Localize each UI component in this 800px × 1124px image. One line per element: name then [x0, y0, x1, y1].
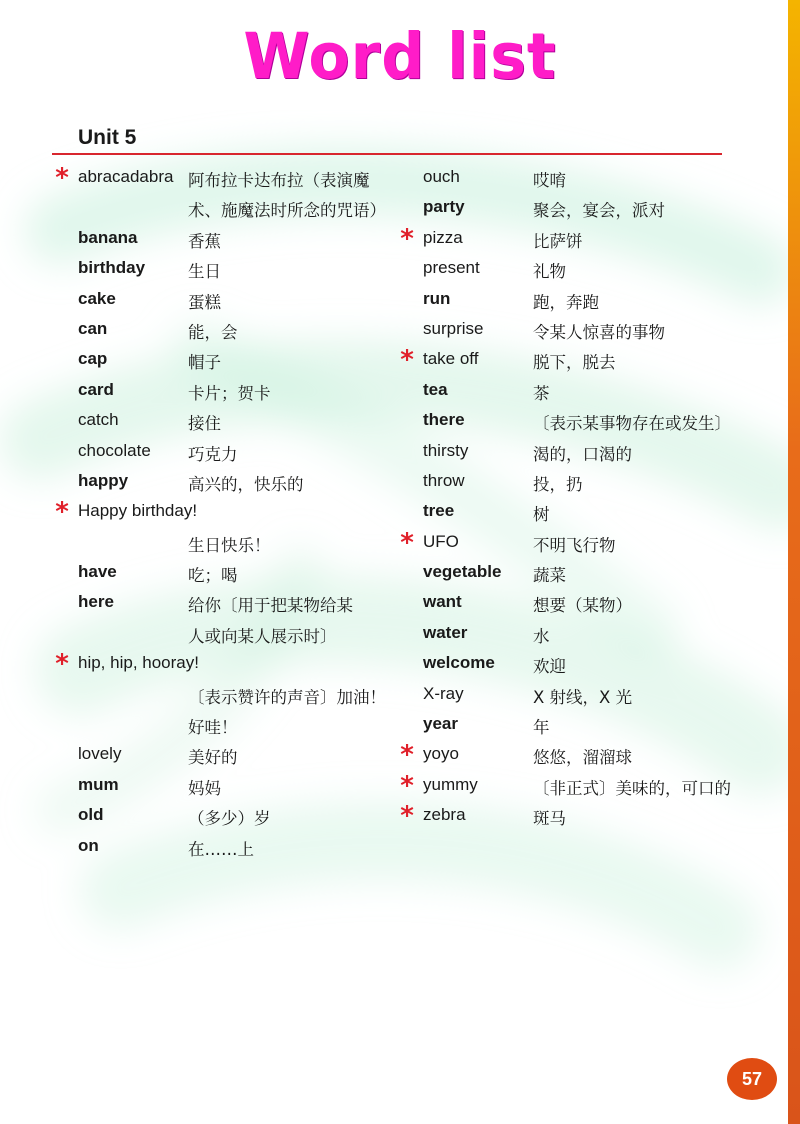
entry-word: card — [78, 379, 114, 399]
entry-meaning: X 射线，X 光 — [533, 687, 633, 707]
star-icon: * — [400, 770, 414, 801]
entry-meaning: 跑，奔跑 — [533, 292, 599, 312]
entry-word: old — [78, 805, 104, 825]
entry-word: X-ray — [423, 683, 464, 703]
star-icon: * — [55, 163, 69, 193]
star-icon: * — [55, 497, 69, 528]
entry-word: tea — [423, 379, 448, 399]
entry-meaning: 水 — [533, 626, 550, 646]
entry-word: hip, hip, hooray! — [78, 653, 199, 673]
entry-meaning: 生日 — [188, 262, 221, 282]
entry-meaning: 生日快乐！ — [188, 535, 271, 555]
entry-word: yoyo — [423, 744, 459, 764]
entry-word: pizza — [423, 227, 463, 247]
entry-word: run — [423, 288, 451, 308]
entry-meaning: 令某人惊喜的事物 — [533, 322, 665, 342]
entry-word: lovely — [78, 744, 122, 764]
entry-meaning: 茶 — [533, 383, 550, 403]
entry-meaning: 〔非正式〕美味的，可口的 — [533, 778, 731, 798]
entry-word: have — [78, 562, 117, 582]
entry-meaning: 帽子 — [188, 353, 221, 373]
entry-word: tree — [423, 501, 455, 521]
star-icon: * — [400, 527, 414, 558]
entry-word: abracadabra — [78, 167, 174, 186]
entry-word: UFO — [423, 531, 459, 551]
entry-meaning: 阿布拉卡达布拉（表演魔 — [188, 171, 370, 190]
entry-meaning: 吃；喝 — [188, 566, 238, 586]
star-icon: * — [400, 223, 414, 254]
entry-word: welcome — [423, 653, 495, 673]
entry-meaning: 妈妈 — [188, 778, 221, 798]
page-edge-stripe — [788, 0, 800, 1124]
entry-meaning: 比萨饼 — [533, 231, 583, 251]
entry-meaning: 斑马 — [533, 809, 566, 829]
entry-word: vegetable — [423, 562, 502, 582]
entry-word: cake — [78, 288, 116, 308]
unit-heading: Unit 5 — [78, 126, 137, 149]
entry-word: happy — [78, 470, 129, 490]
entry-meaning: 香蕉 — [188, 231, 221, 251]
entry-word: throw — [423, 470, 465, 490]
entry-meaning: 年 — [533, 718, 550, 738]
entry-word: on — [78, 835, 99, 855]
star-icon: * — [400, 801, 414, 832]
entry-meaning: 〔表示某事物存在或发生〕 — [533, 414, 731, 434]
entry-word: take off — [423, 349, 479, 369]
entry-word: ouch — [423, 167, 460, 186]
entry-meaning: 在……上 — [188, 839, 254, 859]
entry-meaning: 脱下，脱去 — [533, 353, 616, 373]
entry-meaning: 术、施魔法时所念的咒语） — [188, 201, 386, 221]
entry-meaning: 蛋糕 — [188, 292, 221, 312]
entry-meaning: 能，会 — [188, 322, 238, 342]
entry-word: there — [423, 410, 465, 430]
entry-meaning: 美好的 — [188, 748, 238, 768]
entry-word: water — [423, 622, 468, 642]
entry-word: here — [78, 592, 114, 612]
entry-meaning: 蔬菜 — [533, 566, 566, 586]
page-title: Word list — [243, 20, 557, 94]
entry-word: present — [423, 258, 480, 278]
entry-meaning: 礼物 — [533, 262, 566, 282]
entry-word: banana — [78, 227, 138, 247]
entry-meaning: 给你〔用于把某物给某 — [188, 596, 353, 616]
entry-meaning: 好哇！ — [188, 718, 238, 738]
entry-meaning: 高兴的，快乐的 — [188, 474, 304, 494]
entry-meaning: 渴的，口渴的 — [533, 444, 632, 464]
entry-word: thirsty — [423, 440, 469, 460]
entry-meaning: 接住 — [188, 414, 221, 434]
entry-meaning: 聚会，宴会，派对 — [533, 201, 665, 221]
star-icon: * — [55, 649, 69, 680]
entry-word: party — [423, 197, 465, 217]
entry-word: birthday — [78, 258, 146, 278]
entry-meaning: 巧克力 — [188, 444, 238, 464]
entry-word: year — [423, 714, 458, 734]
entry-meaning: 树 — [533, 505, 550, 525]
entry-meaning: 哎唷 — [533, 171, 566, 190]
entry-meaning: 人或向某人展示时〕 — [188, 626, 337, 646]
entry-meaning: 想要（某物） — [533, 596, 632, 616]
entry-word: want — [423, 592, 462, 612]
entry-word: catch — [78, 410, 119, 430]
entry-word: can — [78, 318, 108, 338]
entry-meaning: 〔表示赞许的声音〕加油！ — [188, 687, 386, 707]
watercolor-background — [0, 110, 800, 1070]
entry-meaning: 欢迎 — [533, 657, 566, 677]
star-icon: * — [400, 740, 414, 771]
entry-word: cap — [78, 349, 108, 369]
star-icon: * — [400, 345, 414, 376]
page-number-badge: 57 — [727, 1058, 777, 1100]
entry-word: Happy birthday! — [78, 501, 198, 521]
entry-meaning: （多少）岁 — [188, 809, 271, 829]
entry-word: surprise — [423, 318, 484, 338]
entry-meaning: 卡片；贺卡 — [188, 383, 271, 403]
entry-meaning: 悠悠，溜溜球 — [533, 748, 632, 768]
entry-meaning: 投，扔 — [533, 474, 583, 494]
entry-word: chocolate — [78, 440, 151, 460]
entry-word: mum — [78, 774, 119, 794]
entry-word: yummy — [423, 774, 478, 794]
entry-meaning: 不明飞行物 — [533, 535, 616, 555]
heading-divider — [52, 153, 722, 155]
entry-word: zebra — [423, 805, 466, 825]
